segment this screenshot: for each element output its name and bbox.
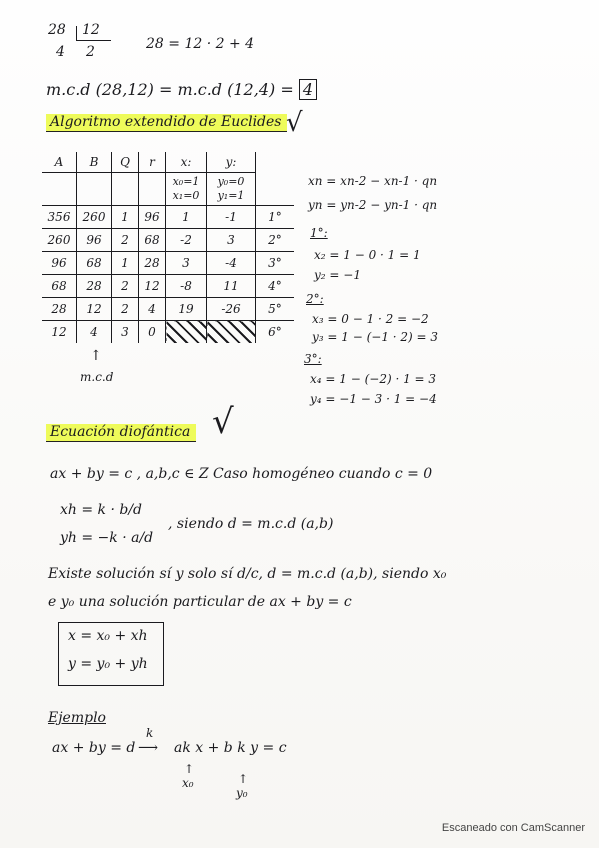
table-cell: 68 <box>42 275 77 298</box>
table-cell: 260 <box>42 229 77 252</box>
siendo-definition: , siendo d = m.c.d (a,b) <box>168 516 334 532</box>
table-cell: 28 <box>139 252 166 275</box>
init-y0: y₀=0 <box>217 175 245 188</box>
example-scaled-equation: ak x + b k y = c <box>174 740 287 756</box>
table-cell: 3 <box>166 252 207 275</box>
header-y: y: <box>207 152 256 173</box>
step-2-label: 2°: <box>306 292 324 306</box>
existence-line-1: Existe solución sí y solo sí d/c, d = m.c.d (a,b), siendo x₀ <box>48 566 447 582</box>
init-x0: x₀=1 <box>172 175 200 188</box>
table-cell: 1 <box>166 206 207 229</box>
example-arrow-icon: ⟶ <box>138 740 159 756</box>
table-cell: 260 <box>77 206 112 229</box>
step-1-line-2: y₂ = −1 <box>314 268 361 282</box>
init-y1: y₁=1 <box>217 189 245 202</box>
table-row <box>42 206 294 229</box>
step-2-line-1: x₃ = 0 − 1 · 2 = −2 <box>312 312 429 326</box>
x0-label: x₀ <box>182 776 194 790</box>
table-cell: 2 <box>112 275 139 298</box>
table-row <box>42 229 294 252</box>
table-cell: 12 <box>139 275 166 298</box>
header-a: A <box>42 152 77 173</box>
header-b: B <box>77 152 112 173</box>
hatched-cell <box>166 321 207 344</box>
table-cell: 2 <box>112 298 139 321</box>
division-remainder: 4 <box>56 44 65 60</box>
init-y <box>207 173 256 206</box>
table-row <box>42 252 294 275</box>
mcd-line-text: m.c.d (28,12) = m.c.d (12,4) = <box>46 80 294 99</box>
mcd-result-box: 4 <box>299 79 317 100</box>
formula-yn: yn = yn-2 − yn-1 · qn <box>308 198 438 212</box>
hatched-cell <box>207 321 256 344</box>
table-cell: 3 <box>207 229 256 252</box>
table-cell-ordinal: 3° <box>256 252 295 275</box>
init-x1: x₁=0 <box>172 189 200 202</box>
step-3-label: 3°: <box>304 352 322 366</box>
table-cell: 28 <box>42 298 77 321</box>
header-ordinal <box>256 152 295 173</box>
table-cell: 2 <box>112 229 139 252</box>
table-cell: 356 <box>42 206 77 229</box>
division-equation: 28 = 12 · 2 + 4 <box>146 36 255 52</box>
table-cell: 12 <box>42 321 77 344</box>
existence-line-2: e y₀ una solución particular de ax + by = c <box>48 594 352 610</box>
step-2-line-2: y₃ = 1 − (−1 · 2) = 3 <box>312 330 439 344</box>
table-cell: 68 <box>139 229 166 252</box>
header-q: Q <box>112 152 139 173</box>
table-cell: 1 <box>112 206 139 229</box>
table-cell: 96 <box>42 252 77 275</box>
section-title-diofantica <box>46 424 196 440</box>
division-dividend: 28 <box>48 22 66 38</box>
table-cell: 0 <box>139 321 166 344</box>
checkmark-icon: √ <box>212 402 234 442</box>
section-title-euclides-text: Algoritmo extendido de Euclides <box>46 114 287 132</box>
step-1-line-1: x₂ = 1 − 0 · 1 = 1 <box>314 248 421 262</box>
mcd-line <box>46 80 317 99</box>
y0-label: y₀ <box>236 786 248 800</box>
section-title-euclides <box>46 114 287 130</box>
table-cell-ordinal: 1° <box>256 206 295 229</box>
division-divisor: 12 <box>82 22 100 38</box>
table-cell-ordinal: 6° <box>268 325 282 339</box>
example-equation: ax + by = d <box>52 740 136 756</box>
table-cell: 28 <box>77 275 112 298</box>
table-row <box>42 321 294 344</box>
checkmark-icon: √ <box>286 108 303 138</box>
mcd-arrow-icon: ↑ <box>90 348 102 364</box>
mcd-label: m.c.d <box>80 370 114 384</box>
division-quotient: 2 <box>86 44 95 60</box>
section-title-diofantica-text: Ecuación diofántica <box>46 424 196 442</box>
table-cell: 68 <box>77 252 112 275</box>
step-3-line-1: x₄ = 1 − (−2) · 1 = 3 <box>310 372 437 386</box>
table-cell: 3 <box>112 321 139 344</box>
y0-arrow-icon: ↑ <box>238 772 249 786</box>
table-cell: 12 <box>77 298 112 321</box>
header-r: r <box>139 152 166 173</box>
table-cell: 96 <box>77 229 112 252</box>
table-cell: 4 <box>77 321 112 344</box>
euclid-table <box>42 152 294 343</box>
table-cell: 19 <box>166 298 207 321</box>
x0-arrow-icon: ↑ <box>184 762 195 776</box>
table-row <box>42 298 294 321</box>
table-cell: -26 <box>207 298 256 321</box>
table-cell: 4 <box>139 298 166 321</box>
table-cell-ordinal: 5° <box>256 298 295 321</box>
table-row <box>42 275 294 298</box>
general-solution-y: y = y₀ + yh <box>68 656 148 672</box>
formula-xn: xn = xn-2 − xn-1 · qn <box>308 174 438 188</box>
homogeneous-xh: xh = k · b/d <box>60 502 143 518</box>
table-cell: -1 <box>207 206 256 229</box>
table-cell: -8 <box>166 275 207 298</box>
table-cell: 11 <box>207 275 256 298</box>
table-cell: 1 <box>112 252 139 275</box>
table-header-row <box>42 152 294 173</box>
division-bracket <box>76 26 111 41</box>
init-x <box>166 173 207 206</box>
table-cell: -4 <box>207 252 256 275</box>
step-3-line-2: y₄ = −1 − 3 · 1 = −4 <box>310 392 437 406</box>
diophantine-definition: ax + by = c , a,b,c ∈ Z Caso homogéneo cuando c = 0 <box>50 466 433 482</box>
homogeneous-yh: yh = −k · a/d <box>60 530 154 546</box>
scanner-footer: Escaneado con CamScanner <box>441 822 585 834</box>
header-x: x: <box>166 152 207 173</box>
step-1-label: 1°: <box>310 226 328 240</box>
section-title-ejemplo: Ejemplo <box>48 710 106 726</box>
table-cell-ordinal: 2° <box>256 229 295 252</box>
example-k-label: k <box>146 726 154 740</box>
general-solution-x: x = x₀ + xh <box>68 628 148 644</box>
table-init-row <box>42 173 294 206</box>
table-cell: 96 <box>139 206 166 229</box>
table-cell: -2 <box>166 229 207 252</box>
table-cell-ordinal: 4° <box>256 275 295 298</box>
